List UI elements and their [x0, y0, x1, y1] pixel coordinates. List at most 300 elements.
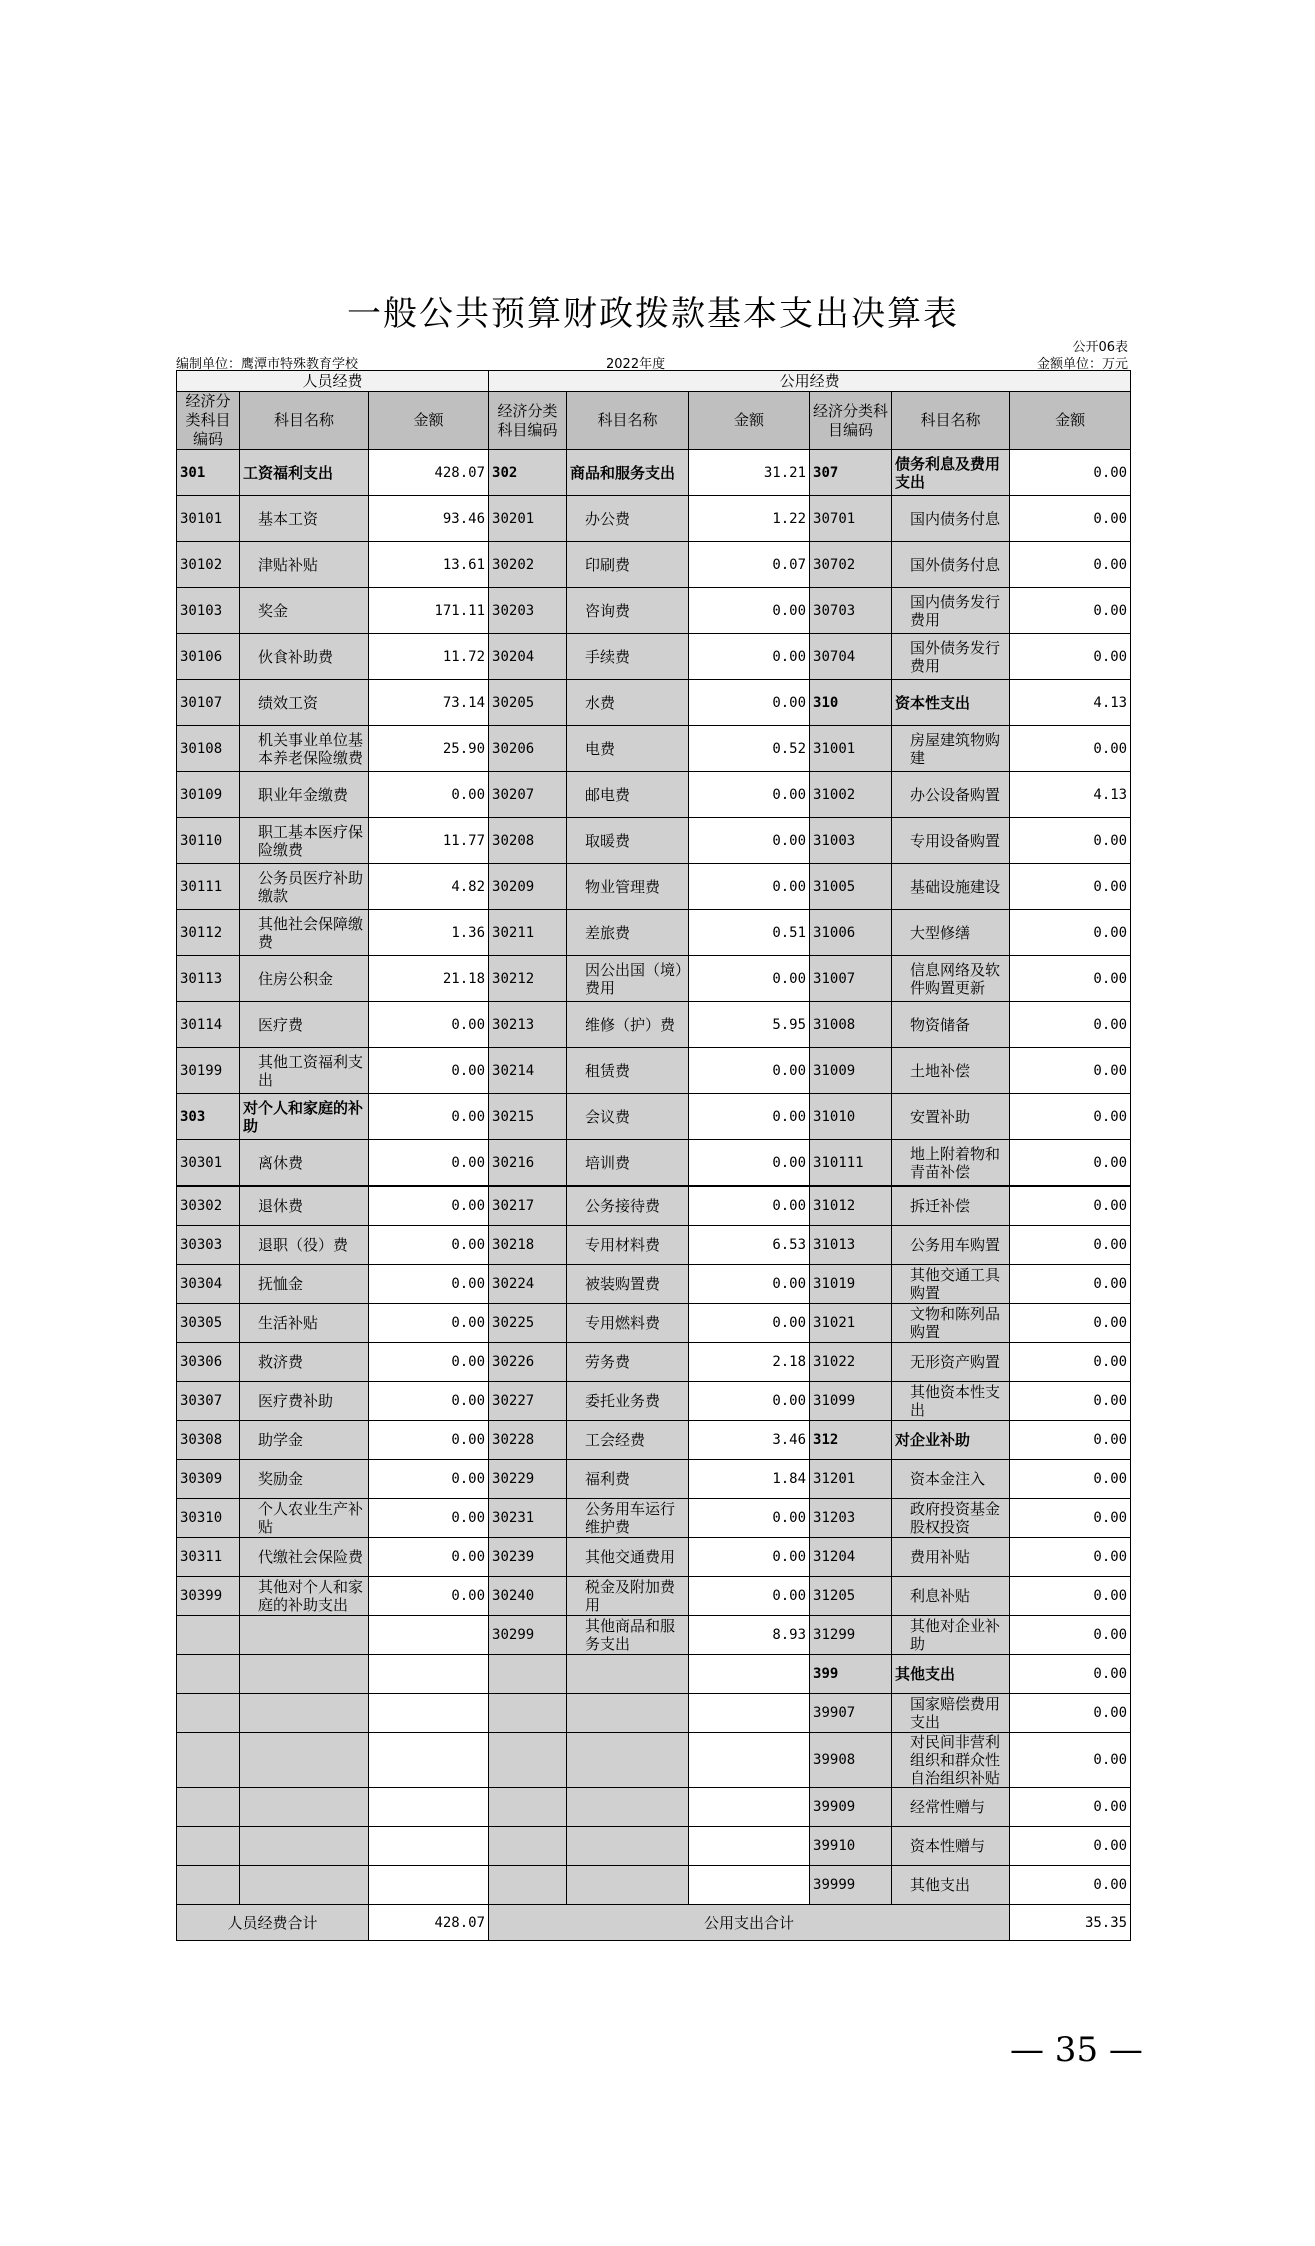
cell-amount: 13.61: [369, 542, 489, 588]
cell-name: 公务员医疗补助缴款: [240, 864, 369, 910]
cell-amount: 0.00: [369, 1382, 489, 1421]
cell-empty: [177, 1788, 240, 1827]
cell-code: 30228: [489, 1421, 567, 1460]
cell-amount: 0.00: [1010, 1002, 1131, 1048]
cell-amount: 0.00: [689, 772, 810, 818]
cell-code: 31008: [810, 1002, 892, 1048]
cell-code: 31009: [810, 1048, 892, 1094]
cell-code: 30224: [489, 1265, 567, 1304]
cell-name: 国外债务付息: [892, 542, 1010, 588]
cell-name: 地上附着物和青苗补偿: [892, 1140, 1010, 1187]
table-row: [177, 496, 1131, 542]
cell-amount: 171.11: [369, 588, 489, 634]
public-total-label: 公用支出合计: [489, 1905, 1010, 1941]
cell-code: 30112: [177, 910, 240, 956]
cell-amount: 21.18: [369, 956, 489, 1002]
cell-name: 专用设备购置: [892, 818, 1010, 864]
cell-name: 资本性支出: [892, 680, 1010, 726]
cell-name: 基本工资: [240, 496, 369, 542]
cell-name: 债务利息及费用支出: [892, 450, 1010, 496]
cell-code: 30101: [177, 496, 240, 542]
group-public: 公用经费: [489, 371, 1131, 392]
table-row: [177, 1655, 1131, 1694]
col-header-name: 科目名称: [567, 392, 689, 450]
cell-name: 奖励金: [240, 1460, 369, 1499]
cell-code: 31203: [810, 1499, 892, 1538]
cell-name: 大型修缮: [892, 910, 1010, 956]
cell-amount: 0.00: [689, 1186, 810, 1226]
cell-name: 手续费: [567, 634, 689, 680]
cell-amount: 31.21: [689, 450, 810, 496]
cell-name: 其他支出: [892, 1655, 1010, 1694]
cell-amount: 0.00: [369, 1304, 489, 1343]
cell-amount: 0.00: [369, 1538, 489, 1577]
cell-name: 医疗费补助: [240, 1382, 369, 1421]
col-header-code: 经济分类科目编码: [810, 392, 892, 450]
column-header-row: [177, 392, 1131, 450]
cell-name: 房屋建筑物购建: [892, 726, 1010, 772]
cell-empty: [489, 1866, 567, 1905]
fiscal-year: 2022年度: [606, 357, 666, 372]
cell-amount: 0.00: [1010, 1616, 1131, 1655]
cell-amount: 0.00: [689, 1304, 810, 1343]
cell-amount: 0.00: [1010, 1048, 1131, 1094]
cell-empty: [240, 1694, 369, 1733]
cell-code: 39909: [810, 1788, 892, 1827]
cell-empty: [567, 1866, 689, 1905]
cell-name: 土地补偿: [892, 1048, 1010, 1094]
cell-amount: 0.00: [1010, 864, 1131, 910]
form-number: 公开06表: [1072, 340, 1128, 355]
cell-code: 31005: [810, 864, 892, 910]
cell-name: 安置补助: [892, 1094, 1010, 1140]
group-header-row: [177, 371, 1131, 392]
cell-name: 办公设备购置: [892, 772, 1010, 818]
col-header-amount: 金额: [369, 392, 489, 450]
cell-code: 30204: [489, 634, 567, 680]
cell-code: 30304: [177, 1265, 240, 1304]
cell-code: 30306: [177, 1343, 240, 1382]
table-row: [177, 1694, 1131, 1733]
cell-amount: 0.00: [1010, 1733, 1131, 1788]
cell-name: 基础设施建设: [892, 864, 1010, 910]
cell-code: 30702: [810, 542, 892, 588]
cell-name: 培训费: [567, 1140, 689, 1187]
cell-name: 无形资产购置: [892, 1343, 1010, 1382]
cell-amount: 0.00: [1010, 1265, 1131, 1304]
cell-code: 31022: [810, 1343, 892, 1382]
cell-code: 30203: [489, 588, 567, 634]
table-row: [177, 1002, 1131, 1048]
cell-code: 39999: [810, 1866, 892, 1905]
cell-empty: [369, 1655, 489, 1694]
cell-amount: 0.00: [689, 864, 810, 910]
cell-name: 退职（役）费: [240, 1226, 369, 1265]
cell-amount: 5.95: [689, 1002, 810, 1048]
table-row: [177, 726, 1131, 772]
totals-row: [177, 1905, 1131, 1941]
cell-amount: 0.00: [1010, 1304, 1131, 1343]
cell-code: 31001: [810, 726, 892, 772]
cell-code: 31007: [810, 956, 892, 1002]
cell-amount: 0.00: [689, 634, 810, 680]
cell-amount: 0.00: [369, 1226, 489, 1265]
cell-amount: 4.13: [1010, 772, 1131, 818]
cell-amount: 0.00: [689, 1577, 810, 1616]
table-row: [177, 1616, 1131, 1655]
cell-name: 工资福利支出: [240, 450, 369, 496]
cell-code: 30214: [489, 1048, 567, 1094]
cell-code: 31012: [810, 1186, 892, 1226]
cell-name: 其他商品和服务支出: [567, 1616, 689, 1655]
cell-code: 30305: [177, 1304, 240, 1343]
cell-code: 39910: [810, 1827, 892, 1866]
cell-name: 机关事业单位基本养老保险缴费: [240, 726, 369, 772]
cell-name: 维修（护）费: [567, 1002, 689, 1048]
cell-name: 公务用车购置: [892, 1226, 1010, 1265]
cell-code: 31019: [810, 1265, 892, 1304]
cell-name: 离休费: [240, 1140, 369, 1187]
cell-amount: 0.07: [689, 542, 810, 588]
cell-code: 30199: [177, 1048, 240, 1094]
cell-name: 国内债务付息: [892, 496, 1010, 542]
cell-code: 30311: [177, 1538, 240, 1577]
cell-name: 拆迁补偿: [892, 1186, 1010, 1226]
cell-name: 工会经费: [567, 1421, 689, 1460]
cell-empty: [369, 1866, 489, 1905]
cell-code: 30106: [177, 634, 240, 680]
table-row: [177, 818, 1131, 864]
cell-code: 30205: [489, 680, 567, 726]
cell-name: 对民间非营利组织和群众性自治组织补贴: [892, 1733, 1010, 1788]
cell-code: 310: [810, 680, 892, 726]
cell-empty: [369, 1733, 489, 1788]
cell-name: 水费: [567, 680, 689, 726]
cell-amount: 0.00: [1010, 818, 1131, 864]
table-row: [177, 1140, 1131, 1187]
cell-amount: 0.00: [1010, 1421, 1131, 1460]
cell-name: 其他对企业补助: [892, 1616, 1010, 1655]
cell-code: 31013: [810, 1226, 892, 1265]
cell-code: 39908: [810, 1733, 892, 1788]
cell-amount: 1.84: [689, 1460, 810, 1499]
cell-name: 咨询费: [567, 588, 689, 634]
cell-code: 30107: [177, 680, 240, 726]
amount-unit: 金额单位：万元: [1036, 357, 1128, 372]
cell-name: 福利费: [567, 1460, 689, 1499]
cell-code: 30299: [489, 1616, 567, 1655]
cell-amount: 0.00: [1010, 726, 1131, 772]
cell-code: 31204: [810, 1538, 892, 1577]
compiling-unit: 编制单位：鹰潭市特殊教育学校: [176, 357, 359, 372]
cell-empty: [567, 1788, 689, 1827]
cell-code: 30239: [489, 1538, 567, 1577]
cell-name: 资本性赠与: [892, 1827, 1010, 1866]
cell-code: 307: [810, 450, 892, 496]
cell-amount: 1.22: [689, 496, 810, 542]
cell-empty: [489, 1694, 567, 1733]
col-header-name: 科目名称: [892, 392, 1010, 450]
cell-name: 奖金: [240, 588, 369, 634]
cell-code: 30240: [489, 1577, 567, 1616]
cell-empty: [489, 1655, 567, 1694]
cell-amount: 0.00: [1010, 1460, 1131, 1499]
cell-code: 30209: [489, 864, 567, 910]
cell-amount: 0.00: [689, 1499, 810, 1538]
cell-amount: 0.00: [369, 1186, 489, 1226]
cell-code: 30302: [177, 1186, 240, 1226]
cell-amount: 0.52: [689, 726, 810, 772]
cell-name: 其他工资福利支出: [240, 1048, 369, 1094]
cell-code: 31205: [810, 1577, 892, 1616]
cell-amount: 0.00: [369, 1002, 489, 1048]
cell-code: 30217: [489, 1186, 567, 1226]
cell-name: 劳务费: [567, 1343, 689, 1382]
cell-empty: [489, 1733, 567, 1788]
cell-amount: 0.00: [1010, 1499, 1131, 1538]
cell-code: 30208: [489, 818, 567, 864]
cell-name: 抚恤金: [240, 1265, 369, 1304]
cell-code: 30109: [177, 772, 240, 818]
cell-empty: [489, 1827, 567, 1866]
cell-amount: 0.00: [689, 1048, 810, 1094]
cell-name: 助学金: [240, 1421, 369, 1460]
cell-amount: 0.00: [1010, 634, 1131, 680]
cell-empty: [369, 1616, 489, 1655]
cell-code: 30211: [489, 910, 567, 956]
cell-amount: 0.00: [1010, 910, 1131, 956]
cell-code: 30703: [810, 588, 892, 634]
cell-amount: 0.00: [1010, 1343, 1131, 1382]
cell-empty: [369, 1788, 489, 1827]
cell-name: 绩效工资: [240, 680, 369, 726]
cell-amount: 93.46: [369, 496, 489, 542]
cell-name: 委托业务费: [567, 1382, 689, 1421]
cell-code: 30218: [489, 1226, 567, 1265]
col-header-code: 经济分类科目编码: [489, 392, 567, 450]
cell-empty: [240, 1866, 369, 1905]
col-header-name: 科目名称: [240, 392, 369, 450]
cell-name: 伙食补助费: [240, 634, 369, 680]
cell-amount: 0.00: [1010, 1140, 1131, 1187]
cell-empty: [489, 1788, 567, 1827]
table-row: [177, 1226, 1131, 1265]
cell-name: 印刷费: [567, 542, 689, 588]
cell-amount: 0.00: [689, 588, 810, 634]
cell-code: 30213: [489, 1002, 567, 1048]
cell-amount: 0.00: [689, 1094, 810, 1140]
cell-amount: 0.00: [1010, 1655, 1131, 1694]
cell-amount: 0.00: [1010, 1694, 1131, 1733]
cell-code: 30229: [489, 1460, 567, 1499]
cell-amount: 0.00: [1010, 1577, 1131, 1616]
cell-name: 退休费: [240, 1186, 369, 1226]
table-row: [177, 910, 1131, 956]
table-row: [177, 864, 1131, 910]
cell-code: 31299: [810, 1616, 892, 1655]
cell-code: 30310: [177, 1499, 240, 1538]
cell-empty: [369, 1827, 489, 1866]
cell-code: 30231: [489, 1499, 567, 1538]
cell-amount: 11.77: [369, 818, 489, 864]
cell-empty: [240, 1733, 369, 1788]
cell-code: 31201: [810, 1460, 892, 1499]
cell-amount: 0.00: [369, 1265, 489, 1304]
cell-code: 399: [810, 1655, 892, 1694]
cell-name: 文物和陈列品购置: [892, 1304, 1010, 1343]
table-body: [177, 450, 1131, 1905]
cell-amount: 0.00: [369, 1460, 489, 1499]
table-row: [177, 1827, 1131, 1866]
cell-code: 30202: [489, 542, 567, 588]
cell-name: 经常性赠与: [892, 1788, 1010, 1827]
table-row: [177, 1577, 1131, 1616]
cell-name: 其他社会保障缴费: [240, 910, 369, 956]
cell-name: 物资储备: [892, 1002, 1010, 1048]
table-row: [177, 634, 1131, 680]
budget-sheet: [176, 292, 1130, 1941]
table-row: [177, 1788, 1131, 1827]
cell-code: 30103: [177, 588, 240, 634]
cell-empty: [689, 1827, 810, 1866]
cell-code: 30226: [489, 1343, 567, 1382]
page-number: — 35 —: [1010, 2030, 1143, 2070]
cell-amount: 0.00: [369, 772, 489, 818]
cell-name: 税金及附加费用: [567, 1577, 689, 1616]
cell-empty: [177, 1655, 240, 1694]
table-row: [177, 1094, 1131, 1140]
cell-amount: 1.36: [369, 910, 489, 956]
cell-amount: 0.00: [1010, 1094, 1131, 1140]
cell-amount: 73.14: [369, 680, 489, 726]
cell-name: 办公费: [567, 496, 689, 542]
cell-amount: 0.00: [1010, 1866, 1131, 1905]
cell-name: 被装购置费: [567, 1265, 689, 1304]
cell-name: 职工基本医疗保险缴费: [240, 818, 369, 864]
cell-amount: 0.00: [689, 956, 810, 1002]
cell-code: 31002: [810, 772, 892, 818]
cell-empty: [240, 1788, 369, 1827]
cell-empty: [567, 1733, 689, 1788]
cell-name: 会议费: [567, 1094, 689, 1140]
cell-code: 30301: [177, 1140, 240, 1187]
cell-amount: 0.00: [1010, 1186, 1131, 1226]
table-row: [177, 1866, 1131, 1905]
cell-name: 专用燃料费: [567, 1304, 689, 1343]
cell-amount: 0.00: [689, 680, 810, 726]
cell-empty: [689, 1694, 810, 1733]
cell-code: 30309: [177, 1460, 240, 1499]
cell-name: 国外债务发行费用: [892, 634, 1010, 680]
cell-name: 邮电费: [567, 772, 689, 818]
cell-empty: [177, 1866, 240, 1905]
table-row: [177, 1382, 1131, 1421]
cell-name: 信息网络及软件购置更新: [892, 956, 1010, 1002]
cell-amount: 0.00: [369, 1421, 489, 1460]
cell-name: 公务接待费: [567, 1186, 689, 1226]
cell-empty: [240, 1655, 369, 1694]
cell-code: 301: [177, 450, 240, 496]
cell-amount: 0.00: [1010, 496, 1131, 542]
cell-name: 对个人和家庭的补助: [240, 1094, 369, 1140]
cell-amount: 0.00: [369, 1577, 489, 1616]
col-header-code: 经济分类科目编码: [177, 392, 240, 450]
cell-empty: [177, 1827, 240, 1866]
cell-amount: 0.00: [1010, 542, 1131, 588]
cell-empty: [240, 1827, 369, 1866]
table-row: [177, 450, 1131, 496]
table-row: [177, 1048, 1131, 1094]
cell-amount: 0.00: [1010, 956, 1131, 1002]
cell-name: 因公出国（境）费用: [567, 956, 689, 1002]
cell-amount: 428.07: [369, 450, 489, 496]
cell-amount: 0.00: [369, 1140, 489, 1187]
cell-amount: 0.00: [689, 1140, 810, 1187]
cell-code: 31003: [810, 818, 892, 864]
cell-code: 30303: [177, 1226, 240, 1265]
cell-amount: 0.00: [689, 1265, 810, 1304]
cell-amount: 11.72: [369, 634, 489, 680]
cell-code: 30225: [489, 1304, 567, 1343]
table-row: [177, 680, 1131, 726]
cell-name: 国家赔偿费用支出: [892, 1694, 1010, 1733]
cell-code: 30110: [177, 818, 240, 864]
cell-amount: 0.00: [689, 818, 810, 864]
cell-code: 302: [489, 450, 567, 496]
cell-name: 政府投资基金股权投资: [892, 1499, 1010, 1538]
cell-empty: [689, 1866, 810, 1905]
cell-name: 利息补贴: [892, 1577, 1010, 1616]
meta-bar: [176, 336, 1130, 370]
cell-amount: 0.00: [1010, 1827, 1131, 1866]
cell-code: 30113: [177, 956, 240, 1002]
cell-name: 生活补贴: [240, 1304, 369, 1343]
cell-name: 津贴补贴: [240, 542, 369, 588]
cell-amount: 0.00: [369, 1094, 489, 1140]
cell-code: 30108: [177, 726, 240, 772]
cell-amount: 0.00: [689, 1538, 810, 1577]
table-row: [177, 542, 1131, 588]
cell-amount: 2.18: [689, 1343, 810, 1382]
cell-code: 312: [810, 1421, 892, 1460]
cell-name: 专用材料费: [567, 1226, 689, 1265]
table-row: [177, 1304, 1131, 1343]
cell-code: 30111: [177, 864, 240, 910]
cell-amount: 0.00: [1010, 1226, 1131, 1265]
cell-name: 国内债务发行费用: [892, 588, 1010, 634]
cell-amount: 0.00: [689, 1382, 810, 1421]
cell-code: 31021: [810, 1304, 892, 1343]
cell-name: 救济费: [240, 1343, 369, 1382]
cell-code: 30114: [177, 1002, 240, 1048]
cell-code: 30704: [810, 634, 892, 680]
cell-name: 住房公积金: [240, 956, 369, 1002]
personnel-total-value: 428.07: [369, 1905, 489, 1941]
table-row: [177, 1538, 1131, 1577]
expenditure-table: [176, 370, 1131, 1941]
table-row: [177, 588, 1131, 634]
cell-code: 30216: [489, 1140, 567, 1187]
table-row: [177, 956, 1131, 1002]
cell-amount: 25.90: [369, 726, 489, 772]
cell-empty: [177, 1694, 240, 1733]
cell-code: 30701: [810, 496, 892, 542]
table-row: [177, 1343, 1131, 1382]
cell-amount: 8.93: [689, 1616, 810, 1655]
cell-amount: 4.13: [1010, 680, 1131, 726]
cell-amount: 4.82: [369, 864, 489, 910]
cell-empty: [567, 1827, 689, 1866]
